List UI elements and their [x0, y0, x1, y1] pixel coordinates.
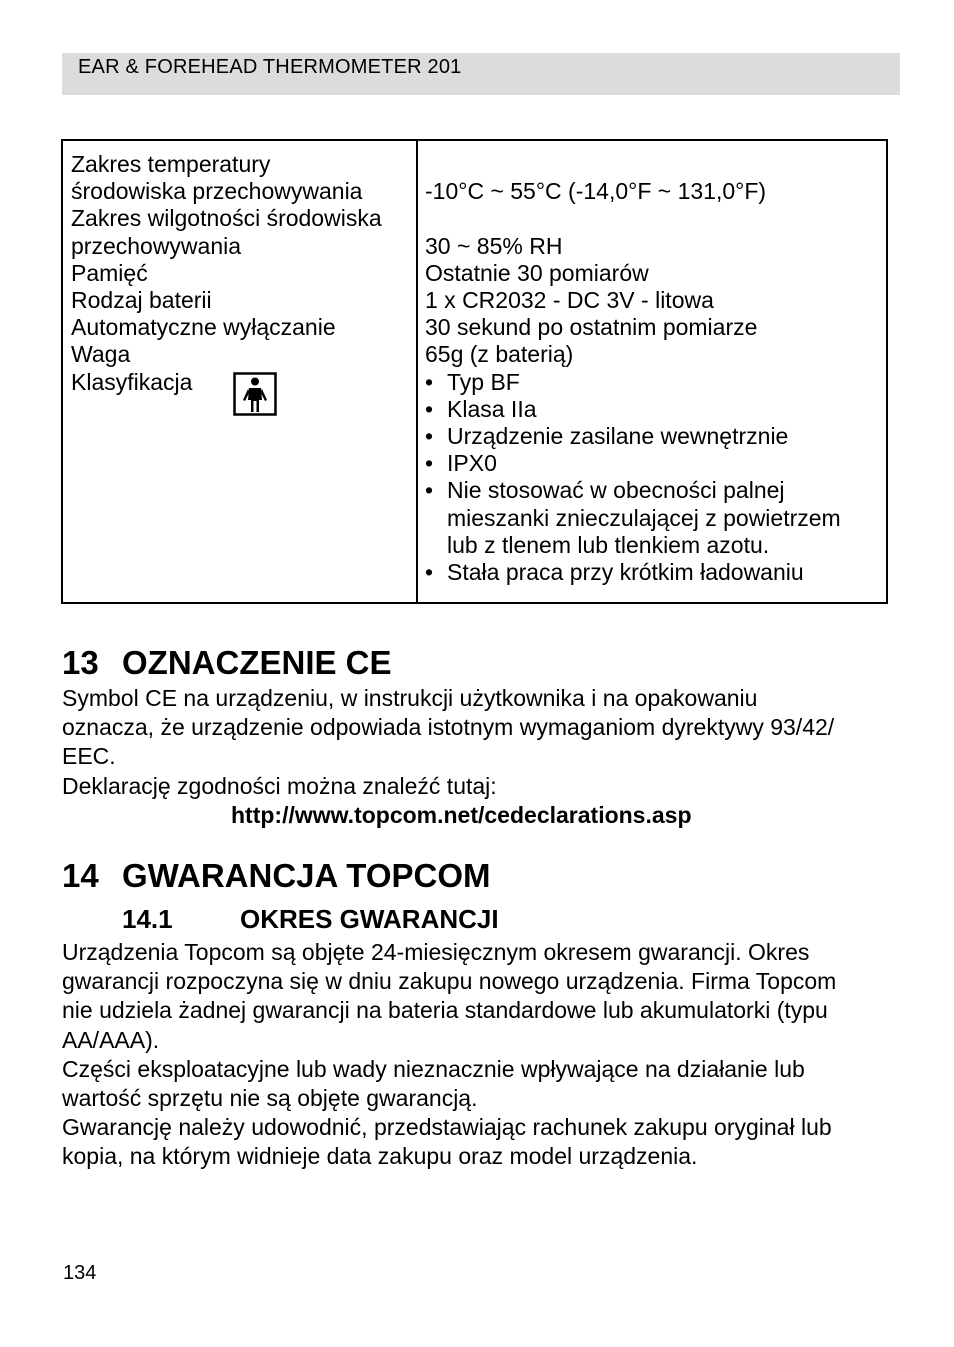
spec-label: Rodzaj baterii [71, 287, 212, 314]
spec-values-column [425, 151, 885, 586]
spec-label: Waga [71, 341, 131, 368]
classification-bullet: • Stała praca przy krótkim ładowaniu [425, 559, 804, 586]
paragraph-line: nie udziela żadnej gwarancji na bateria standardowe lub akumulatorki (typu [62, 997, 828, 1024]
spec-label: przechowywania [71, 232, 242, 259]
section-number: 13 [62, 644, 99, 681]
spec-value: Ostatnie 30 pomiarów [425, 259, 649, 286]
ce-declaration-link[interactable]: http://www.topcom.net/cedeclarations.asp [231, 802, 692, 828]
spec-value: 65g (z baterią) [425, 341, 574, 368]
paragraph-line: oznacza, że urządzenie odpowiada istotnym wymaganiom dyrektywy 93/42/ [62, 714, 835, 741]
spec-label: środowiska przechowywania [71, 178, 363, 205]
spec-value: 30 ~ 85% RH [425, 232, 563, 259]
section-title: GWARANCJA TOPCOM [122, 857, 491, 894]
paragraph-line: kopia, na którym widnieje data zakupu oraz model urządzenia. [62, 1143, 698, 1170]
spec-labels-column [71, 151, 411, 396]
subsection-number: 14.1 [122, 904, 173, 934]
spec-value: 30 sekund po ostatnim pomiarze [425, 314, 758, 341]
paragraph-line: gwarancji rozpoczyna się w dniu zakupu nowego urządzenia. Firma Topcom [62, 968, 837, 995]
classification-bullet: • IPX0 [425, 450, 497, 477]
paragraph-line: AA/AAA). [62, 1026, 160, 1053]
spec-table [61, 139, 888, 604]
spec-label: Zakres wilgotności środowiska [71, 205, 382, 232]
paragraph-line: EEC. [62, 743, 116, 770]
page-number: 134 [63, 1262, 97, 1284]
classification-bullet-continuation: mieszanki znieczulającej z powietrzem [447, 504, 841, 531]
paragraph-line: Deklarację zgodności można znaleźć tutaj: [62, 772, 497, 799]
spec-value: -10°C ~ 55°C (-14,0°F ~ 131,0°F) [425, 178, 767, 205]
section-14-body [62, 938, 902, 1172]
classification-bullet: • Urządzenie zasilane wewnętrznie [425, 423, 789, 449]
classification-bullet-continuation: lub z tlenem lub tlenkiem azotu. [447, 531, 770, 558]
subsection-14-1-heading [122, 904, 499, 935]
spec-label: Zakres temperatury [71, 151, 271, 177]
spec-label: Klasyfikacja [71, 368, 193, 395]
paragraph-line: Symbol CE na urządzeniu, w instrukcji użytkownika i na opakowaniu [62, 685, 758, 711]
classification-bullet: • Typ BF [425, 368, 520, 395]
classification-bullet: • Klasa IIa [425, 395, 537, 422]
section-13-heading [62, 644, 392, 682]
section-14-heading [62, 857, 491, 895]
paragraph-line: Gwarancję należy udowodnić, przedstawiając rachunek zakupu oryginał lub [62, 1114, 832, 1141]
running-header [62, 53, 900, 95]
paragraph-line: Części eksploatacyjne lub wady nieznacznie wpływające na działanie lub [62, 1055, 805, 1082]
classification-bullet: • Nie stosować w obecności palnej [425, 477, 785, 504]
type-bf-applied-part-icon [233, 372, 277, 416]
section-number: 14 [62, 857, 99, 894]
spec-label: Automatyczne wyłączanie [71, 314, 336, 341]
subsection-title: OKRES GWARANCJI [240, 904, 499, 934]
header-title: EAR & FOREHEAD THERMOMETER 201 [78, 56, 462, 78]
spec-label: Pamięć [71, 259, 148, 286]
spec-label-row [71, 369, 411, 396]
paragraph-line: Urządzenia Topcom są objęte 24-miesięcznym okresem gwarancji. Okres [62, 939, 810, 965]
section-title: OZNACZENIE CE [122, 644, 392, 681]
paragraph-line: wartość sprzętu nie są objęte gwarancją. [62, 1085, 478, 1112]
spec-value: 1 x CR2032 - DC 3V - litowa [425, 286, 714, 313]
section-13-body [62, 684, 902, 801]
table-divider [416, 141, 418, 602]
